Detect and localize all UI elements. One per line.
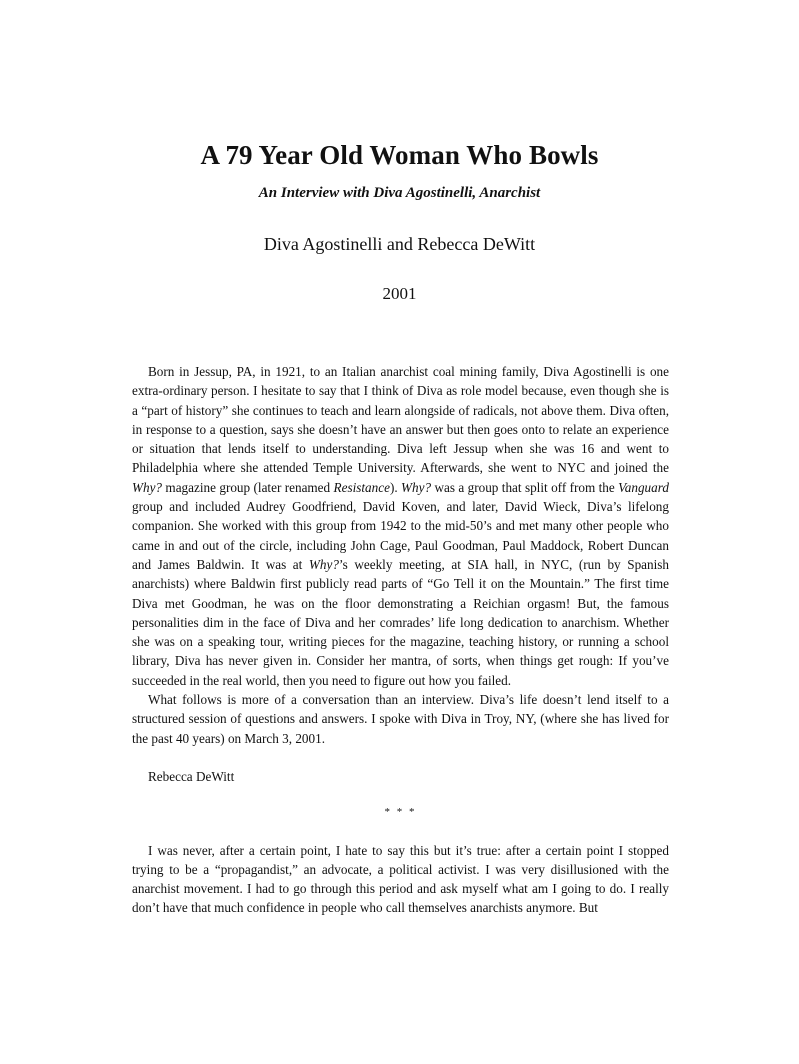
italic-title-text: Why? xyxy=(132,479,163,495)
page-title: A 79 Year Old Woman Who Bowls xyxy=(200,140,599,170)
interview-paragraph: I was never, after a certain point, I hate to say this but it’s true: after a certain point I stopped trying to be a “propagandist,” an advocate, a political activist. I was very disillusioned with the anarchist movement. I had to go through this period and ask myself what am I going to do. I really don’t have that much confidence in people who call themselves anarchists anymore. But xyxy=(132,842,669,916)
paragraph-text: was a group that split off from the xyxy=(431,479,619,495)
paragraph-text: Born in Jessup, PA, in 1921, to an Italian anarchist coal mining family, Diva Agostinelli is one extra-ordinary person. I hesitate to say that I think of Diva as role model because, even though she is a “part of history” she continues to teach and learn alongside of radicals, not above them. Diva often, in response to a question, says she doesn’t have an answer but then goes onto to relate an experience or situation that lends itself to understanding. Diva left Jessup when she was 16 and went to Philadelphia where she attended Temple University. Afterwards, she went to NYC and joined the xyxy=(132,364,669,476)
intro-paragraph xyxy=(132,362,669,690)
authors: Diva Agostinelli and Rebecca DeWitt xyxy=(263,234,536,254)
page-subtitle: An Interview with Diva Agostinelli, Anarchist xyxy=(258,185,541,201)
paragraph-text: group and included Audrey Goodfriend, David Koven, and later, David Wieck, Diva’s lifelong companion. She worked with this group from 1942 to the mid-50’s and met many other people who came in and out of the circle, including John Cage, Paul Goodman, Paul Maddock, Robert Duncan and James Baldwin. It was at xyxy=(132,499,669,572)
paragraph-text: ’s weekly meeting, at SIA hall, in NYC, (run by Spanish anarchists) where Baldwin first publicly read parts of “Go Tell it on the Mountain.” The first time Diva met Goodman, he was on the floor demonstrating a Reichian orgasm! But, the famous personalities dim in the face of Diva and her comrades’ life long dedication to anarchism. Whether she was on a speaking tour, writing pieces for the magazine, teaching history, or running a school library, Diva has never given in. Consider her mantra, of sorts, when things get rough: If you’ve succeeded in the real world, then you need to figure out how you failed. xyxy=(132,556,669,688)
document-body xyxy=(132,362,669,918)
italic-title-text: Why? xyxy=(308,556,339,572)
signature: Rebecca DeWitt xyxy=(148,768,235,784)
italic-title-text: Resistance xyxy=(333,479,390,495)
italic-title-text: Vanguard xyxy=(618,479,669,495)
publication-year: 2001 xyxy=(382,284,417,303)
paragraph-text: ). xyxy=(389,479,402,495)
paragraph-text: magazine group (later renamed xyxy=(162,479,334,495)
intro-paragraph-2: What follows is more of a conversation than an interview. Diva’s life doesn’t lend itself to a structured session of questions and answers. I spoke with Diva in Troy, NY, (where she has lived for the past 40 years) on March 3, 2001. xyxy=(132,692,669,746)
italic-title-text: Why? xyxy=(401,479,432,495)
section-separator: * * * xyxy=(384,806,417,819)
